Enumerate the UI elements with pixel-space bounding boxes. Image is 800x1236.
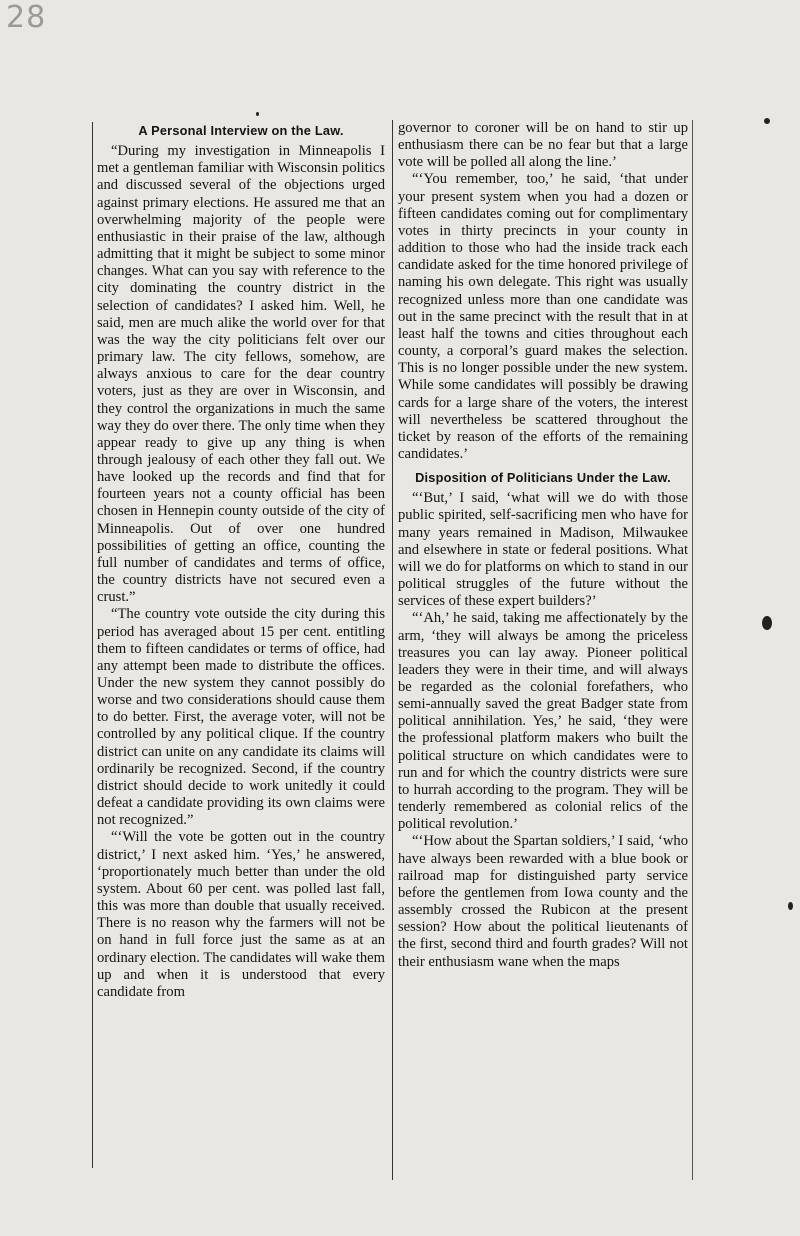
section-heading-disposition: Disposition of Politicians Under the Law. — [415, 470, 671, 486]
speck — [762, 616, 772, 630]
speck — [764, 118, 770, 124]
page-number: 28 — [6, 0, 47, 35]
paragraph: “‘You remember, too,’ he said, ‘that under your present system when you had a dozen or fifteen candidates coming out for complimentary votes in thirty precincts in your county in addition to those who had the inside track each candidate asked for the time honored privilege of naming his own delegate. This right was usually recognized unless more than one candidate was out in the same precinct with the result that in at least half the towns and cities throughout each county, a corporal’s guard makes the selection. This is no longer possible under the new system. While some candidates will possibly be drawing cards for a large share of the voters, the interest will nevertheless be scattered throughout the ticket by reason of the efforts of the remaining candidates.’ — [398, 171, 688, 462]
right-column — [398, 120, 688, 971]
paragraph: “‘But,’ I said, ‘what will we do with those public spirited, self-sacrificing men who have for many years remained in Madison, Milwaukee and elsewhere in state or federal positions. What will we do for platforms on which to stand in our political struggles of the future without the services of these expert builders?’ — [398, 490, 688, 610]
section-heading-personal-interview: A Personal Interview on the Law. — [138, 123, 344, 138]
column-rule-left — [92, 122, 93, 1168]
column-rule-right — [692, 120, 693, 1180]
left-column — [97, 120, 385, 1001]
paragraph: “‘How about the Spartan soldiers,’ I said, ‘who have always been rewarded with a blue book or railroad map for distinguished party service before the gentlemen from Iowa county and the assembly crossed the Rubicon at the present session? How about the political lieutenants of the first, second third and fourth grades? Will not their enthusiasm wane when the maps — [398, 833, 688, 970]
paragraph: “The country vote outside the city during this period has averaged about 15 per cent. entitling them to fifteen candidates or terms of office, had any attempt been made to distribute the offices. Under the new system they cannot possibly do worse and two considerations should cause them to do better. First, the average voter, will not be controlled by any political clique. If the country district can unite on any candidate its claims will ordinarily be recognized. Second, if the country district should decide to work unitedly it could defeat a candidate providing its own claims were not recognized.” — [97, 606, 385, 829]
paragraph-continued: governor to coroner will be on hand to stir up enthusiasm there can be no fear but that a large vote will be polled all along the line.’ — [398, 120, 688, 171]
paragraph: “During my investigation in Minneapolis I met a gentleman familiar with Wisconsin politics and discussed several of the objections urged against primary elections. He assured me that an overwhelming majority of the people were enthusiastic in their praise of the law, although admitting that it might be subject to some minor changes. What can you say with reference to the city dominating the country district in the selection of candidates? I asked him. Well, he said, men are much alike the world over for that was the way the city politicians felt over our primary law. The city fellows, somehow, are always anxious to care for the dear country voters, just as they are over in Wisconsin, and they control the organizations in much the same way they do over there. The only time when they appear ready to give up any thing is when through jealousy of each other they fall out. We have looked up the records and find that for fourteen years not a county official has been chosen in Hennepin county outside of the city of Minneapolis. Out of over one hundred possibilities of getting an office, counting the full number of candidates and terms of office, the country districts have not secured even a crust.” — [97, 143, 385, 606]
paragraph: “‘Ah,’ he said, taking me affectionately by the arm, ‘they will always be among the priceless treasures you can lay away. Pioneer political leaders they were in their time, and will always be regarded as the colonial forefathers, who semi-annually saved the great Badger state from political annihilation. Yes,’ he said, ‘they were the professional platform makers who built the political structure on which candidates were to run and for which the country districts were sure to hurrah according to the program. They will be tenderly remembered as colonial relics of the political revolution.’ — [398, 610, 688, 833]
speck — [788, 902, 793, 910]
paragraph: “‘Will the vote be gotten out in the country district,’ I next asked him. ‘Yes,’ he answered, ‘proportionately much better than under the old system. About 60 per cent. was polled last fall, this was more than double that usually received. There is no reason why the farmers will not be on hand in full force just the same as at an ordinary election. The candidates will wake them up and when it is understood that every candidate from — [97, 829, 385, 1000]
speck — [256, 112, 259, 116]
column-rule-middle — [392, 120, 393, 1180]
